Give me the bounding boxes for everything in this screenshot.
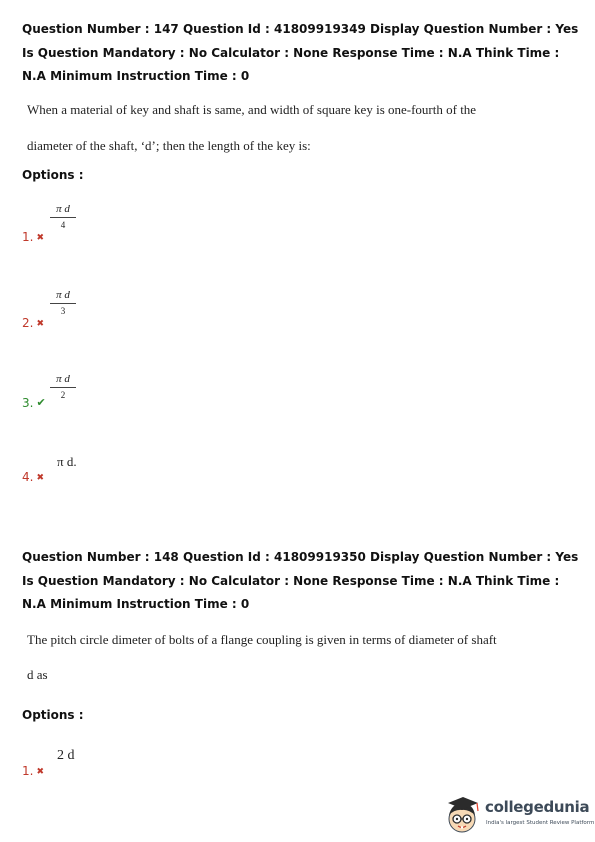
- fraction-denominator: 3: [60, 306, 66, 316]
- option-3[interactable]: [22, 396, 46, 410]
- option-1[interactable]: [22, 764, 44, 778]
- fraction-bar: [50, 217, 76, 218]
- collegedunia-logo: [444, 795, 594, 839]
- option-number: 3.: [22, 396, 34, 410]
- question-text-line: When a material of key and shaft is same, and width of square key is one-fourth of the: [27, 102, 477, 117]
- option-4[interactable]: [22, 470, 44, 484]
- option-3-formula: [50, 373, 76, 400]
- cross-icon: ✖: [36, 233, 44, 243]
- cross-icon: ✖: [36, 319, 44, 329]
- question-header: Question Number : 147 Question Id : 41809919349 Display Question Number : Yes Is Question Mandatory : No Calculator : None Response Time : N.A Think Time : N.A Minimum Instruction Time : 0: [22, 22, 579, 83]
- option-2[interactable]: [22, 316, 44, 330]
- fraction-denominator: 4: [60, 220, 66, 230]
- option-1-formula: [50, 203, 76, 230]
- logo-tagline: India's largest Student Review Platform: [486, 820, 595, 826]
- fraction-denominator: 2: [60, 390, 66, 400]
- option-1[interactable]: [22, 230, 44, 244]
- option-1-formula: 2 d: [57, 748, 75, 763]
- fraction-bar: [50, 303, 76, 304]
- question-text-line: d as: [27, 667, 48, 682]
- options-label: Options :: [22, 168, 84, 182]
- options-label: Options :: [22, 708, 84, 722]
- option-number: 1.: [22, 764, 34, 778]
- option-number: 2.: [22, 316, 34, 330]
- option-number: 1.: [22, 230, 34, 244]
- option-number: 4.: [22, 470, 34, 484]
- fraction-numerator: π d: [56, 289, 70, 301]
- fraction-bar: [50, 387, 76, 388]
- option-4-formula: π d.: [57, 454, 77, 469]
- logo-wordmark: collegedunia: [485, 798, 590, 816]
- cross-icon: ✖: [36, 473, 44, 483]
- fraction-numerator: π d: [56, 203, 70, 215]
- check-icon: ✔: [36, 396, 46, 409]
- question-header: Question Number : 148 Question Id : 41809919350 Display Question Number : Yes Is Question Mandatory : No Calculator : None Response Time : N.A Think Time : N.A Minimum Instruction Time : 0: [22, 550, 579, 611]
- option-2-formula: [50, 289, 76, 316]
- fraction-numerator: π d: [56, 373, 70, 385]
- question-text-line: diameter of the shaft, ‘d’; then the length of the key is:: [27, 138, 311, 153]
- cross-icon: ✖: [36, 767, 44, 777]
- student-mascot-icon: [444, 795, 484, 839]
- question-text-line: The pitch circle dimeter of bolts of a flange coupling is given in terms of diameter of shaft: [27, 632, 497, 647]
